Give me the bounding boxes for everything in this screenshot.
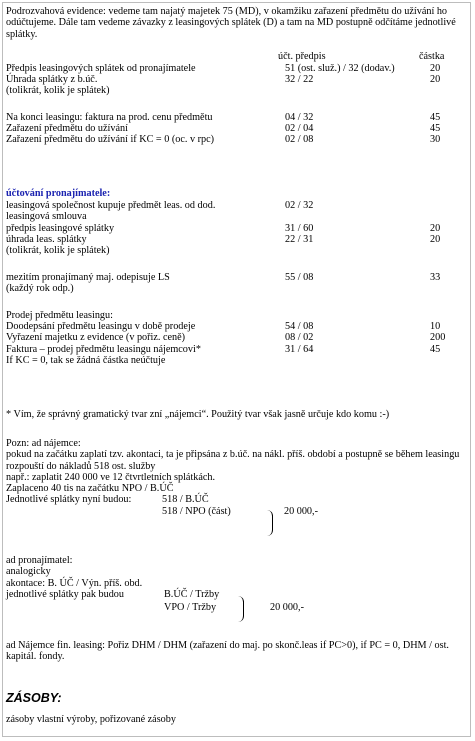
table2-row bbox=[6, 272, 469, 283]
footnote: * Vím, že správný gramatický tvar zní „nájemci“. Použitý tvar však jasně určuje kdo komu :-) bbox=[6, 409, 390, 420]
table2-row bbox=[6, 245, 469, 256]
row-amount: 20 bbox=[430, 222, 441, 234]
row-entry: 31 / 64 bbox=[285, 343, 314, 355]
row-label: (tolikrát, kolik je splátek) bbox=[6, 245, 110, 257]
row-entry: 02 / 32 bbox=[285, 200, 314, 211]
lessee-example: např.: zaplatit 240 000 ve 12 čtvrtletních splátkách. bbox=[6, 471, 216, 483]
table1-row bbox=[6, 134, 469, 145]
table2-row bbox=[6, 321, 469, 332]
row-entry: 02 / 08 bbox=[285, 134, 314, 146]
row-amount: 20 bbox=[430, 62, 441, 74]
installment-entry-1: 518 / B.ÚČ bbox=[162, 494, 209, 506]
table1-header bbox=[6, 51, 469, 62]
row-entry: 08 / 02 bbox=[285, 332, 314, 344]
row-entry: 54 / 08 bbox=[285, 320, 314, 332]
table1-row bbox=[6, 112, 469, 123]
row-entry: 51 (ost. služ.) / 32 (dodav.) bbox=[285, 62, 395, 74]
lessor-title: ad pronajímatel: bbox=[6, 555, 73, 566]
lessee-installment-row1 bbox=[6, 494, 469, 505]
row-entry: 31 / 60 bbox=[285, 222, 314, 234]
row-label: mezitím pronajímaný maj. odepisuje LS bbox=[6, 271, 170, 283]
installment-label: Jednotlivé splátky nyní budou: bbox=[6, 494, 132, 506]
lessor-analog: analogicky bbox=[6, 566, 51, 578]
row-amount: 45 bbox=[430, 111, 441, 123]
row-amount: 20 bbox=[430, 73, 441, 85]
row-label: Faktura – prodej předmětu leasingu nájemcovi* bbox=[6, 343, 201, 355]
lessee-deposit: Zaplaceno 40 tis na začátku NPO / B.ÚČ bbox=[6, 483, 174, 495]
row-entry: 22 / 31 bbox=[285, 233, 314, 245]
lessor-heading: účtování pronajímatele: bbox=[6, 188, 111, 199]
table2-row bbox=[6, 294, 469, 305]
installment-amount: 20 000,- bbox=[284, 505, 318, 517]
row-label: Vyřazení majetku z evidence (v pořiz. ceně) bbox=[6, 332, 186, 344]
table2-row bbox=[6, 200, 469, 211]
intro-paragraph: Podrozvahová evidence: vedeme tam najatý majetek 75 (MD), v okamžiku zařazení předmětu do užívání ho odúčtujeme. Dále tam vedeme závazky z leasingových splátek (D) a tam na MD postupně odčítáme jednotlivé splátky. bbox=[6, 6, 456, 40]
installment-entry-2: 518 / NPO (část) bbox=[162, 505, 231, 517]
row-label: Na konci leasingu: faktura na prod. cenu předmětu bbox=[6, 111, 213, 123]
table2-row bbox=[6, 234, 469, 245]
row-label: úhrada leas. splátky bbox=[6, 233, 87, 245]
table2-row bbox=[6, 283, 469, 294]
row-label: Zařazení předmětu do užívání bbox=[6, 122, 128, 134]
table1-row bbox=[6, 96, 469, 107]
row-entry: 02 / 04 bbox=[285, 122, 314, 134]
lessee-installment-row2 bbox=[6, 506, 469, 517]
table2-row bbox=[6, 256, 469, 267]
table2-row bbox=[6, 223, 469, 234]
lessor-brace-icon bbox=[236, 596, 244, 622]
table2 bbox=[6, 200, 469, 366]
row-entry: 04 / 32 bbox=[285, 111, 314, 123]
row-label: (každý rok odp.) bbox=[6, 283, 74, 295]
document-page bbox=[2, 2, 471, 737]
row-amount: 30 bbox=[430, 134, 441, 146]
lessee-title: Pozn: ad nájemce: bbox=[6, 438, 81, 449]
financial-leasing-note: ad Nájemce fin. leasing: Pořiz DHM / DHM (zařazení do maj. po skonč.leas if PC>0), if PC = 0, DHM / ost. kapitál. fondy. bbox=[6, 640, 449, 663]
row-amount: 33 bbox=[430, 271, 441, 283]
row-label: (tolikrát, kolik je splátek) bbox=[6, 85, 110, 97]
row-amount: 10 bbox=[430, 320, 441, 332]
row-entry: 32 / 22 bbox=[285, 73, 314, 85]
table2-row bbox=[6, 344, 469, 355]
table1-row bbox=[6, 123, 469, 134]
table2-row bbox=[6, 211, 469, 222]
inventory-heading: ZÁSOBY: bbox=[6, 691, 62, 705]
row-amount: 45 bbox=[430, 343, 441, 355]
row-amount: 200 bbox=[430, 332, 446, 344]
lessee-note bbox=[6, 438, 469, 517]
inventory-text: zásoby vlastní výroby, pořizované zásoby bbox=[6, 714, 176, 725]
header-amount: částka bbox=[419, 51, 445, 62]
lessor-deposit: akontace: B. ÚČ / Výn. příš. obd. bbox=[6, 577, 143, 589]
installment-label: jednotlivé splátky pak budou bbox=[6, 588, 124, 600]
table1-row bbox=[6, 63, 469, 74]
row-label: Doodepsání předmětu leasingu v době prodeje bbox=[6, 320, 196, 332]
installment-amount: 20 000,- bbox=[270, 602, 304, 614]
row-amount: 20 bbox=[430, 233, 441, 245]
row-label: leasingová smlouva bbox=[6, 211, 87, 223]
table1 bbox=[6, 63, 469, 146]
row-label: Předpis leasingových splátek od pronajímatele bbox=[6, 62, 196, 74]
lessee-brace-icon bbox=[265, 510, 273, 536]
row-amount: 45 bbox=[430, 122, 441, 134]
lessee-text: pokud na začátku zaplatí tzv. akontaci, ta je připsána z b.úč. na nákl. příš. období a postupně se během leasingu rozpouští do nákladů 518 ost. služby bbox=[6, 449, 460, 472]
table1-row bbox=[6, 85, 469, 96]
table1-row bbox=[6, 74, 469, 85]
installment-entry-1: B.ÚČ / Tržby bbox=[164, 588, 220, 600]
row-label: Úhrada splátky z b.úč. bbox=[6, 73, 98, 85]
row-entry: 55 / 08 bbox=[285, 271, 314, 283]
row-label: Prodej předmětu leasingu: bbox=[6, 309, 113, 321]
header-entry: účt. předpis bbox=[278, 51, 326, 62]
row-label: If KC = 0, tak se žádná částka neúčtuje bbox=[6, 354, 166, 366]
table2-row bbox=[6, 332, 469, 343]
table2-row bbox=[6, 310, 469, 321]
installment-entry-2: VPO / Tržby bbox=[164, 602, 217, 614]
table2-row bbox=[6, 355, 469, 366]
row-label: Zařazení předmětu do užívání if KC = 0 (oc. v rpc) bbox=[6, 134, 215, 146]
row-label: leasingová společnost kupuje předmět leas. od dod. bbox=[6, 200, 216, 211]
row-label: předpis leasingové splátky bbox=[6, 222, 115, 234]
